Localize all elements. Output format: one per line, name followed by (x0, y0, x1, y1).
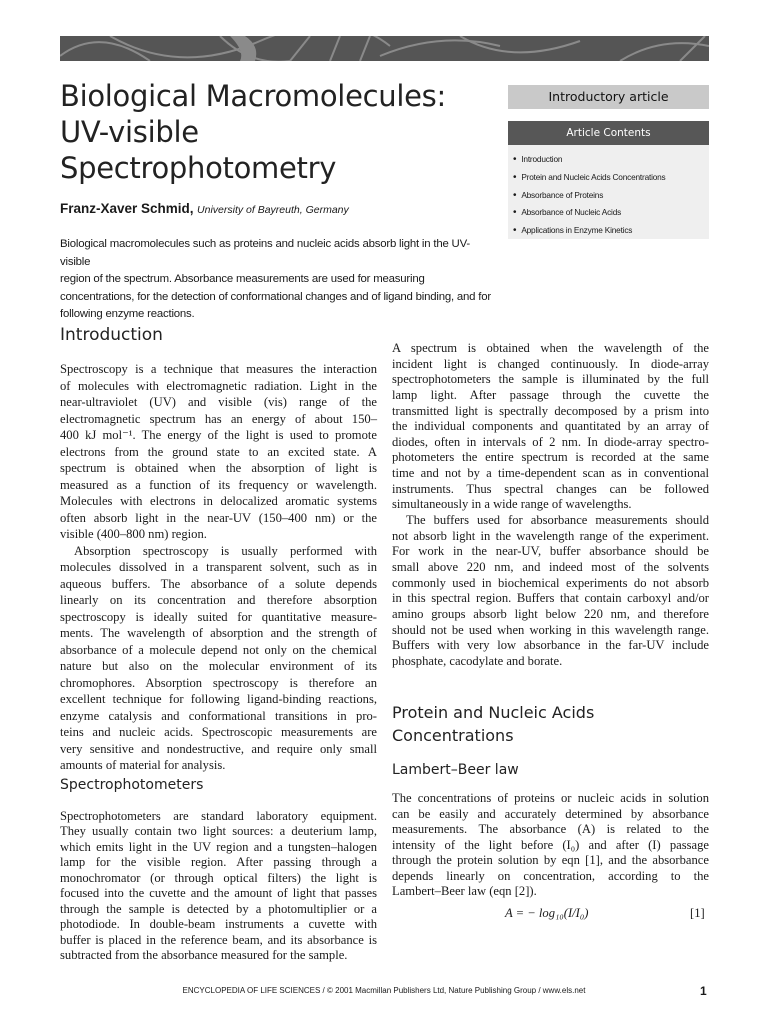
text-line: near-ultraviolet (UV) and visible (vis) range of the (60, 395, 377, 409)
contents-link[interactable]: • Introduction (522, 151, 709, 169)
introduction-text (60, 361, 377, 774)
text-line: They usually contain two light sources: a deuterium lamp, (60, 824, 377, 839)
text-line: photometers the entire spectrum is recorded at the same (392, 450, 709, 465)
section-heading-concentrations (392, 701, 594, 747)
text-line: linearly on its concentration and therefore absorption (60, 593, 377, 607)
author-line (60, 201, 349, 216)
author-affiliation: University of Bayreuth, Germany (197, 204, 349, 216)
title-line: Spectrophotometry (60, 151, 337, 185)
text-line: spectroscopy is ideally suited for quantitative measure- (60, 609, 377, 624)
contents-link[interactable]: • Applications in Enzyme Kinetics (522, 222, 709, 240)
text-line: small above 220 nm, and indeed most of the solvents (392, 559, 709, 574)
text-line: intensity of the light before (I₀) and after (I) passage (392, 837, 709, 852)
text-line: diodes, often in intervals of 2 nm. In diode-array spectro- (392, 434, 709, 449)
text-line: visible (400–800 nm) region. (60, 527, 207, 541)
text-line: instruments. Thus spectral changes can be followed (392, 481, 709, 496)
article-type-badge: Introductory article (508, 85, 709, 109)
page-number: 1 (700, 984, 707, 998)
text-line: enzyme catalysis and conformational transitions in pro- (60, 708, 377, 723)
text-line: For work in the near-UV, buffer absorbance should be (392, 544, 709, 559)
article-title (60, 78, 446, 186)
text-line: often absorb light in the near-UV (150–400 nm) or the (60, 510, 377, 525)
equation-number: [1] (690, 906, 705, 920)
text-line: spectrophotometers the sample is illuminated by the full (392, 372, 709, 387)
text-line: The concentrations of proteins or nucleic acids in solution (392, 791, 709, 805)
title-line: Biological Macromolecules: (60, 79, 446, 113)
text-line: Buffers with very low absorbance in the far-UV include (392, 638, 709, 653)
text-line: focused into the cuvette and the amount of light that passes (60, 886, 377, 901)
text-line: which emits light in the UV region and a tungsten–halogen (60, 839, 377, 854)
text-line: teins and nucleic acids. Spectroscopic measurements are (60, 725, 377, 739)
text-line: chromophores. Absorption spectroscopy is therefore an (60, 675, 377, 690)
text-line: Lambert–Beer law (eqn [2]). (392, 884, 537, 898)
concentrations-text (392, 791, 709, 900)
text-line: Absorption spectroscopy is usually performed with (74, 543, 377, 558)
text-line: commonly used in biochemical experiments do not absorb (392, 575, 709, 590)
text-line: amino groups absorb light below 220 nm, and therefore (392, 606, 709, 621)
text-line: through the protein solution by eqn [1], and the absorbance (392, 853, 709, 867)
text-line: ments. The wavelength of absorption and the strength of (60, 626, 377, 640)
text-line: very sensitive and nondestructive, and require only small (60, 741, 377, 756)
abstract-line: region of the spectrum. Absorbance measurements are used for measuring (60, 273, 425, 285)
abstract-line: Biological macromolecules such as proteins and nucleic acids absorb light in the UV-visible (60, 238, 470, 268)
heading-line: Protein and Nucleic Acids (392, 703, 595, 722)
text-line: molecules dissolved in a transparent solvent, such as in (60, 560, 377, 574)
subheading-lambert-beer: Lambert–Beer law (392, 762, 519, 778)
article-contents-box (508, 121, 709, 239)
text-line: phosphate, cacodylate and borate. (392, 653, 563, 668)
equation-1: A = − log₁₀(I/I₀) (505, 906, 589, 920)
text-line: electrons from the ground state to an excited state. A (60, 444, 377, 459)
text-line: aqueous buffers. The absorbance of a solute depends (60, 576, 377, 591)
text-line: spectrum is obtained when the absorption of light is (60, 461, 377, 475)
contents-link[interactable]: • Absorbance of Proteins (522, 187, 709, 205)
text-line: Spectroscopy is a technique that measures the interaction (60, 362, 377, 376)
text-line: measurements. The absorbance (A) is related to the (392, 822, 709, 836)
text-line: incident light is changed continuously. In diode-array (392, 356, 709, 371)
text-line: absorbance of a molecule depend not only on the chemical (60, 642, 377, 657)
swirl-pattern-icon (60, 36, 709, 61)
abstract-line: following enzyme reactions. (60, 308, 195, 320)
text-line: excellent technique for following ligand-binding reactions, (60, 692, 377, 706)
contents-link[interactable]: • Protein and Nucleic Acids Concentrations (522, 169, 709, 187)
text-line: measured as a function of its frequency or wavelength. (60, 477, 377, 492)
section-heading-introduction: Introduction (60, 325, 163, 345)
text-line: subtracted from the absorbance measured for the sample. (60, 947, 348, 962)
text-line: of molecules with electromagnetic radiation. Light in the (60, 378, 377, 393)
title-line: UV-visible (60, 115, 199, 149)
text-line: buffer is placed in the reference beam, and its absorbance is (60, 932, 377, 947)
text-line: not absorb light in the wavelength range of the experiment. (392, 528, 709, 543)
heading-line: Concentrations (392, 726, 514, 745)
text-line: Molecules with electrons in delocalized aromatic systems (60, 494, 377, 508)
text-line: can be easily and accurately determined by absorbance (392, 806, 709, 821)
abstract (60, 236, 492, 324)
text-line: simultaneously in a wide range of wavelengths. (392, 497, 632, 512)
text-line: lamp light. After passage through the cuvette the (392, 387, 709, 402)
text-line: A spectrum is obtained when the wavelength of the (392, 341, 709, 355)
text-line: the individual components and quantitated by an array of (392, 419, 709, 434)
contents-list (508, 145, 709, 240)
text-line: transmitted light is spectrally decomposed by a prism into (392, 403, 709, 418)
text-line: lamp for the visible region. After passing through a (60, 855, 377, 870)
text-line: photodiode. In double-beam instruments a cuvette with (60, 917, 377, 932)
text-line: The buffers used for absorbance measurements should (406, 513, 709, 528)
contents-link[interactable]: • Absorbance of Nucleic Acids (522, 204, 709, 222)
text-line: Spectrophotometers are standard laboratory equipment. (60, 809, 377, 823)
text-line: in this spectral region. Buffers that contain carboxyl and/or (392, 591, 709, 606)
section-heading-spectrophotometers: Spectrophotometers (60, 777, 204, 793)
text-line: nature but also on the molecular environment of its (60, 659, 377, 673)
text-line: depends linearly on concentration, according to the (392, 868, 709, 883)
text-line: time and not by a time-dependent scan as in conventional (392, 466, 709, 481)
text-line: 400 kJ mol⁻¹. The energy of the light is used to promote (60, 428, 377, 442)
abstract-line: concentrations, for the detection of conformational changes and of ligand binding, and for (60, 290, 491, 303)
right-column-intro-text (392, 341, 709, 669)
text-line: electromagnetic spectrum has an energy of about 150– (60, 411, 377, 426)
author-name: Franz-Xaver Schmid, (60, 201, 194, 216)
text-line: should not be used when working in this wavelength range. (392, 622, 709, 637)
text-line: monochromator (or through optical filters) the light is (60, 870, 377, 885)
article-contents-heading: Article Contents (508, 121, 709, 145)
page-footer: ENCYCLOPEDIA OF LIFE SCIENCES / © 2001 Macmillan Publishers Ltd, Nature Publishing Group / www.els.net (182, 986, 586, 995)
text-line: through the sample is detected by a photomultiplier or a (60, 901, 377, 916)
text-line: amounts of material for analysis. (60, 758, 226, 772)
spectrophotometers-text (60, 809, 377, 963)
decorative-header-band (60, 36, 709, 61)
